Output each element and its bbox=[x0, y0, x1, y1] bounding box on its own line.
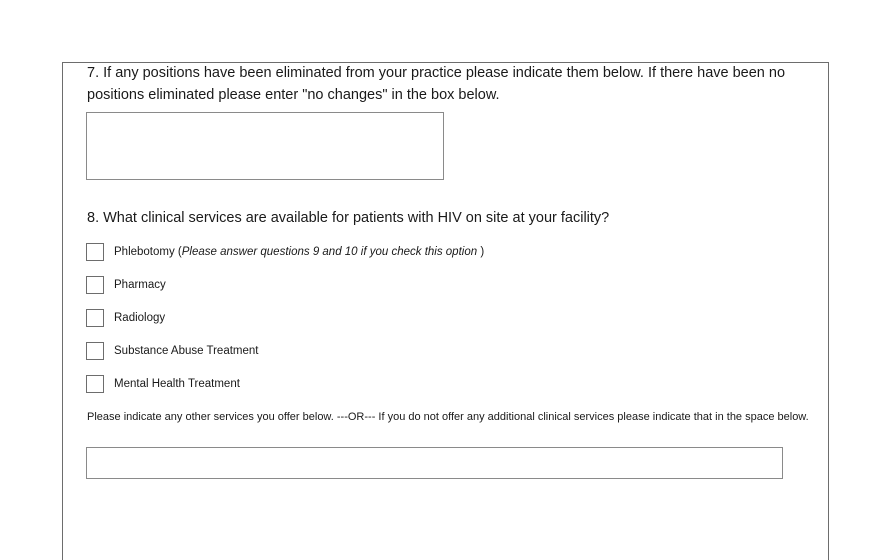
phlebotomy-note-open: ( bbox=[174, 246, 182, 258]
option-substance-abuse-treatment[interactable] bbox=[86, 340, 258, 362]
mental-health-treatment-checkbox[interactable] bbox=[86, 375, 104, 393]
phlebotomy-note-close: ) bbox=[480, 246, 485, 258]
phlebotomy-label bbox=[114, 246, 484, 258]
phlebotomy-checkbox[interactable] bbox=[86, 243, 104, 261]
mental-health-treatment-label: Mental Health Treatment bbox=[114, 378, 240, 390]
question-7-text: 7. If any positions have been eliminated from your practice please indicate them below. If there have been no positions eliminated please enter "no changes" in the box below. bbox=[87, 65, 786, 103]
radiology-checkbox[interactable] bbox=[86, 309, 104, 327]
substance-abuse-treatment-label: Substance Abuse Treatment bbox=[114, 345, 259, 357]
option-radiology[interactable] bbox=[86, 307, 165, 329]
option-pharmacy[interactable] bbox=[86, 274, 166, 296]
other-services-instructions: Please indicate any other services you offer below. ---OR--- If you do not offer any additional clinical services please indicate that in the space below. bbox=[87, 411, 809, 423]
option-phlebotomy[interactable] bbox=[86, 241, 484, 263]
option-mental-health-treatment[interactable] bbox=[86, 373, 240, 395]
other-services-input[interactable] bbox=[86, 447, 783, 479]
eliminated-positions-input[interactable] bbox=[86, 112, 444, 180]
pharmacy-checkbox[interactable] bbox=[86, 276, 104, 294]
phlebotomy-note: Please answer questions 9 and 10 if you check this option bbox=[181, 246, 481, 258]
phlebotomy-label-text: Phlebotomy bbox=[114, 246, 175, 258]
substance-abuse-treatment-checkbox[interactable] bbox=[86, 342, 104, 360]
radiology-label: Radiology bbox=[114, 312, 166, 324]
question-8-text: 8. What clinical services are available for patients with HIV on site at your facility? bbox=[87, 210, 610, 226]
pharmacy-label: Pharmacy bbox=[114, 279, 166, 291]
